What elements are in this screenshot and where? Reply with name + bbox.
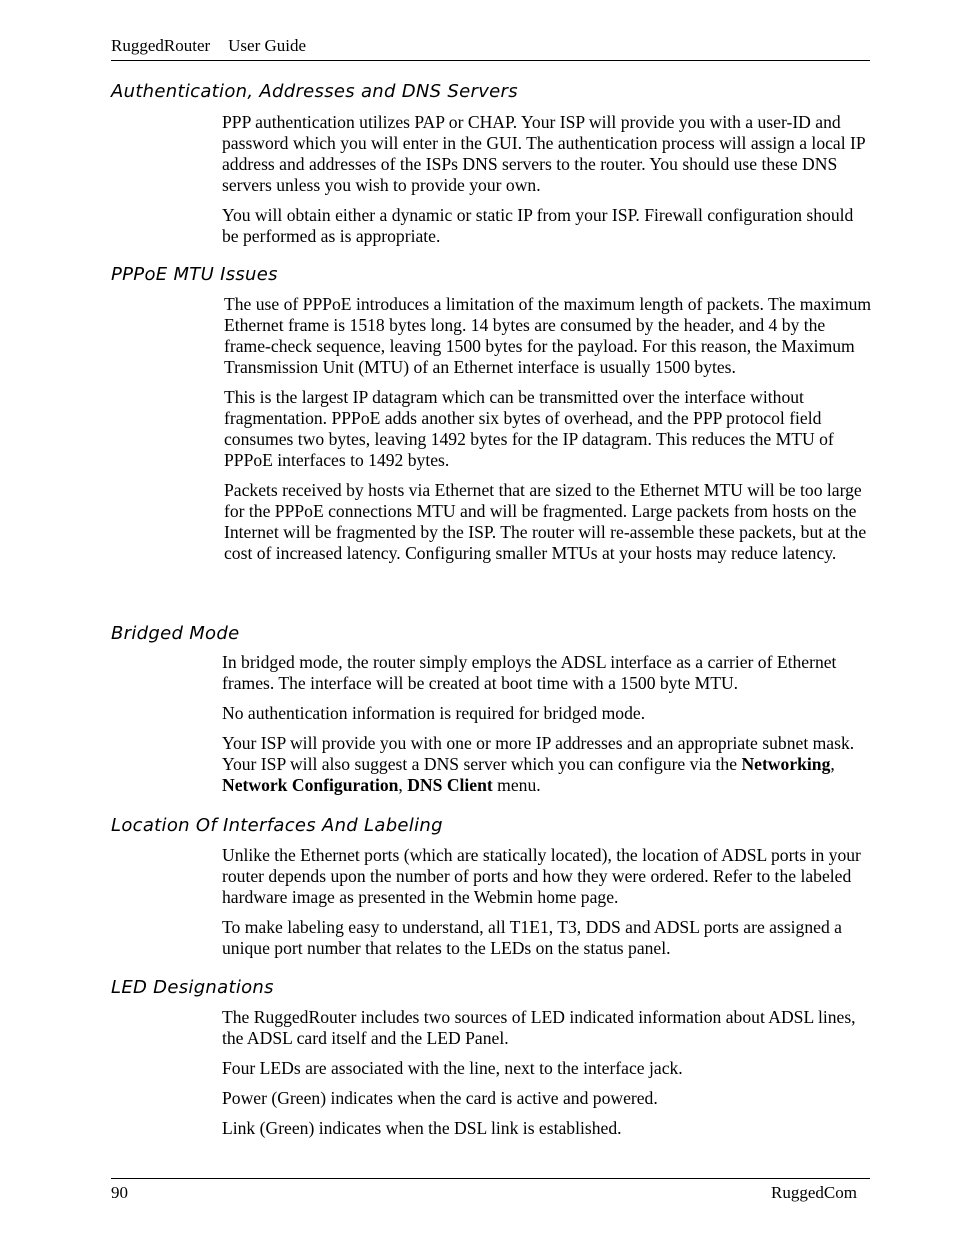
paragraph: The use of PPPoE introduces a limitation of the maximum length of packets. The maximum Ethernet frame is 1518 bytes long. 14 bytes are consumed by the header, and 4 by the frame-check sequence, leaving 1500 bytes for the payload. For this reason, the Maximum Transmission Unit (MTU) of an Ethernet interface is usually 1500 bytes. [224,294,872,377]
paragraph-text: Your ISP will provide you with one or more IP addresses and an appropriate subnet mask. Your ISP will also suggest a DNS server which you can configure via the [222,733,855,774]
menu-suffix: menu. [492,775,541,795]
menu-dns-client: DNS Client [407,775,493,795]
paragraph: No authentication information is required for bridged mode. [222,703,646,723]
menu-separator: , [398,775,408,795]
paragraph: Link (Green) indicates when the DSL link is established. [222,1118,622,1138]
section-body-location-of-interfaces [222,845,872,968]
paragraph: Unlike the Ethernet ports (which are statically located), the location of ADSL ports in your router depends upon the number of ports and how they were ordered. Refer to the labeled hardware image as presented in the Webmin home page. [222,845,861,907]
section-body-led-designations [222,1007,872,1148]
section-body-authentication [222,112,872,256]
section-body-pppoe-mtu [224,294,874,573]
page-number: 90 [111,1183,128,1202]
paragraph: Packets received by hosts via Ethernet that are sized to the Ethernet MTU will be too large for the PPPoE connections MTU and will be fragmented. Large packets from hosts on the Internet will be fragmented by the ISP. The router will re-assemble these packets, but at the cost of increased latency. Configuring smaller MTUs at your hosts may reduce latency. [224,480,867,563]
paragraph-menu-path [222,733,872,796]
paragraph: In bridged mode, the router simply employs the ADSL interface as a carrier of Ethernet frames. The interface will be created at boot time with a 1500 byte MTU. [222,652,837,693]
section-title-authentication: Authentication, Addresses and DNS Servers [111,81,518,102]
page-header [111,35,870,61]
footer-company: RuggedCom [771,1183,857,1202]
menu-networking: Networking [741,754,831,774]
paragraph: This is the largest IP datagram which can be transmitted over the interface without fragmentation. PPPoE adds another six bytes of overhead, and the PPP protocol field consumes two bytes, leaving 1492 bytes for the IP datagram. This reduces the MTU of PPPoE interfaces to 1492 bytes. [224,387,834,470]
paragraph: Power (Green) indicates when the card is active and powered. [222,1088,658,1108]
section-title-pppoe-mtu: PPPoE MTU Issues [111,264,278,285]
paragraph: Four LEDs are associated with the line, next to the interface jack. [222,1058,683,1078]
section-title-location-of-interfaces: Location Of Interfaces And Labeling [111,815,443,836]
section-title-bridged-mode: Bridged Mode [111,623,240,644]
menu-separator: , [830,754,835,774]
paragraph: The RuggedRouter includes two sources of LED indicated information about ADSL lines, the ADSL card itself and the LED Panel. [222,1007,856,1048]
paragraph: PPP authentication utilizes PAP or CHAP. Your ISP will provide you with a user-ID and password which you will enter in the GUI. The authentication process will assign a local IP address and addresses of the ISPs DNS servers to the router. You should use these DNS servers unless you wish to provide your own. [222,112,866,195]
page-footer [111,1178,870,1202]
section-title-led-designations: LED Designations [111,977,274,998]
paragraph: To make labeling easy to understand, all T1E1, T3, DDS and ADSL ports are assigned a unique port number that relates to the LEDs on the status panel. [222,917,842,958]
menu-network-configuration: Network Configuration [222,775,399,795]
header-document: User Guide [228,36,307,55]
section-body-bridged-mode [222,652,872,805]
paragraph: You will obtain either a dynamic or static IP from your ISP. Firewall configuration should be performed as is appropriate. [222,205,854,246]
header-product: RuggedRouter [111,36,211,55]
